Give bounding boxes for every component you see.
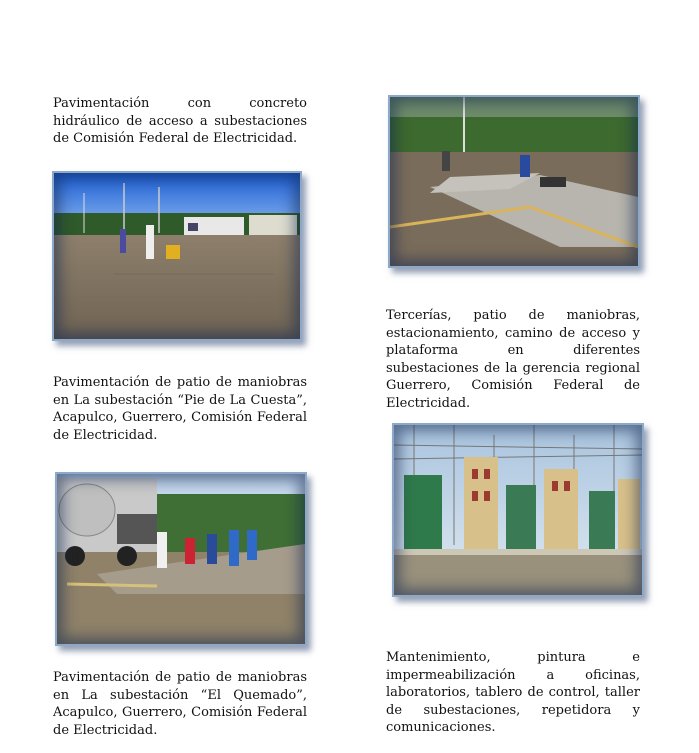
photo-paving-access xyxy=(52,171,302,341)
photo-mantenimiento xyxy=(392,423,644,597)
caption-terracerias: Tercerías, patio de maniobras, estacionamiento, camino de acceso y plataforma en diferentes subestaciones de la gerencia regional Guerrero, Comisión Federal de Electricidad. xyxy=(386,308,640,411)
caption-el-quemado: Pavimentación de patio de maniobras en La subestación “El Quemado”, Acapulco, Guerrero, Comisión Federal de Electricidad. xyxy=(53,670,307,738)
photo-el-quemado xyxy=(55,472,307,646)
photo-terracerias xyxy=(388,95,640,268)
faint-header-artifact xyxy=(128,40,238,50)
caption-paving-access: Pavimentación con concreto hidráulico de acceso a subestaciones de Comisión Federal de Electricidad. xyxy=(53,96,307,146)
caption-pie-de-la-cuesta: Pavimentación de patio de maniobras en La subestación “Pie de La Cuesta”, Acapulco, Guerrero, Comisión Federal de Electricidad. xyxy=(53,375,307,443)
caption-mantenimiento: Mantenimiento, pintura e impermeabilización a oficinas, laboratorios, tablero de control, taller de subestaciones, repetidora y comunicaciones. xyxy=(386,650,640,735)
